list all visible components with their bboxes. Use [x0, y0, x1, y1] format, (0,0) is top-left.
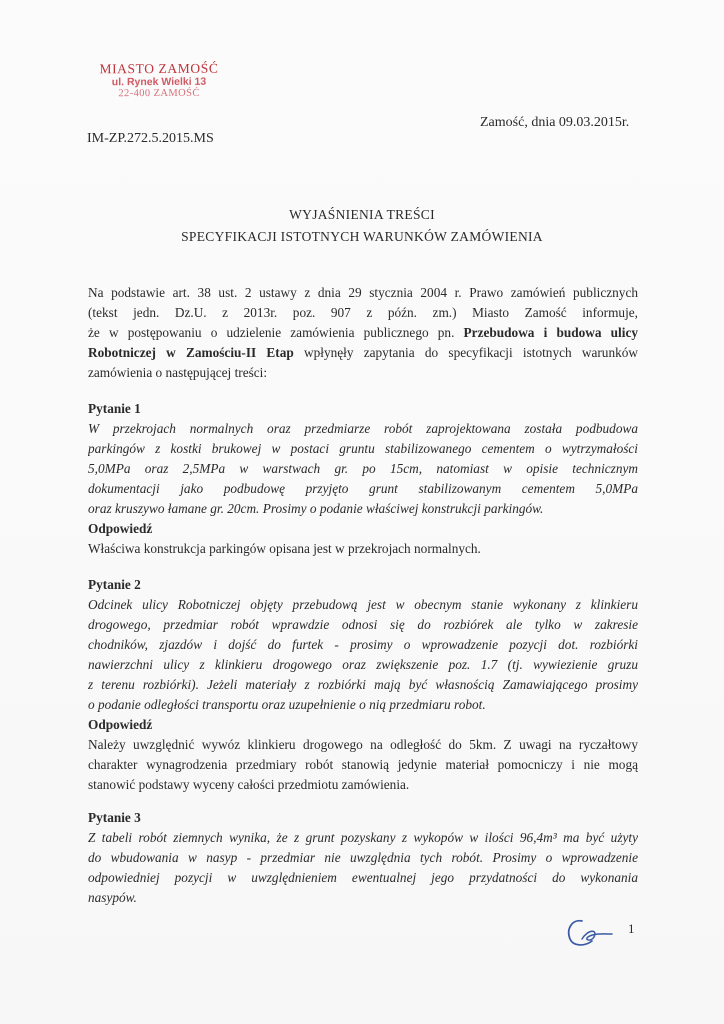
- page-number: 1: [628, 921, 635, 936]
- intro-line: (tekst jedn. Dz.U. z 2013r. poz. 907 z późn. zm.) Miasto Zamość informuje,: [88, 305, 638, 320]
- stamp-postal: 22-400 ZAMOŚĆ: [118, 88, 200, 100]
- intro-line: [88, 343, 638, 363]
- question-line: W przekrojach normalnych oraz przedmiarze robót zaprojektowana została podbudowa: [88, 421, 638, 436]
- title-line-1: WYJAŚNIENIA TREŚCI: [289, 207, 435, 222]
- question-line: odpowiedniej pozycji w uwzględnieniem ewentualnej jego przydatności do wykonania: [88, 870, 638, 885]
- question-line: nawierzchni ulicy z klinkieru drogowego oraz zwiększenie poz. 1.7 (tj. wywiezienie gruzu: [88, 657, 638, 672]
- question-line: do wbudowania w nasyp - przedmiar nie uwzględnia tych robót. Prosimy o wprowadzenie: [88, 850, 638, 865]
- answer-text: [88, 539, 638, 559]
- reference-number: IM-ZP.272.5.2015.MS: [87, 131, 214, 146]
- answer-line: Należy uwzględnić wywóz klinkieru drogowego na odległość do 5km. Z uwagi na ryczałtowy: [88, 737, 638, 752]
- answer-heading: Odpowiedź: [88, 717, 153, 732]
- question-block: [88, 399, 638, 559]
- project-name: Przebudowa i budowa ulicy: [463, 325, 638, 340]
- intro-text: wpłynęły zapytania do specyfikacji istotnych warunków: [304, 345, 638, 360]
- question-block: [88, 808, 638, 908]
- question-line: z terenu rozbiórki). Jeżeli materiały z rozbiórki mają być własnością Zamawiającego prosimy: [88, 677, 638, 692]
- answer-heading: Odpowiedź: [88, 521, 153, 536]
- document-body: [88, 283, 638, 908]
- question-line: 5,0MPa oraz 2,5MPa w warstwach gr. po 15cm, natomiast w opisie technicznym: [88, 461, 638, 476]
- title-line-2: SPECYFIKACJI ISTOTNYCH WARUNKÓW ZAMÓWIENIA: [181, 229, 543, 244]
- office-stamp: [84, 62, 234, 101]
- question-text: [88, 595, 638, 715]
- question-line: Z tabeli robót ziemnych wynika, że z grunt pozyskany z wykopów w ilości 96,4m³ ma być użyty: [88, 830, 638, 845]
- intro-line: zamówienia o następującej treści:: [88, 365, 268, 380]
- question-heading: Pytanie 2: [88, 577, 141, 592]
- question-line: o podanie odległości transportu oraz uzupełnienie o nią przedmiaru robot.: [88, 697, 486, 712]
- signature-initials: [564, 915, 614, 951]
- question-line: Odcinek ulicy Robotniczej objęty przebudową jest w obecnym stanie wykonany z klinkieru: [88, 597, 638, 612]
- stamp-street: ul. Rynek Wielki 13: [111, 75, 207, 89]
- stamp-city: MIASTO ZAMOŚĆ: [99, 60, 219, 77]
- question-line: parkingów z kostki brukowej w postaci gruntu stabilizowanego cementem o wytrzymałości: [88, 441, 638, 456]
- answer-line: Właściwa konstrukcja parkingów opisana jest w przekrojach normalnych.: [88, 541, 481, 556]
- document-title: [0, 204, 724, 248]
- question-text: [88, 419, 638, 519]
- question-heading: Pytanie 3: [88, 810, 141, 825]
- intro-line: [88, 323, 638, 343]
- intro-paragraph: [88, 283, 638, 383]
- question-line: oraz kruszywo łamane gr. 20cm. Prosimy o podanie właściwej konstrukcji parkingów.: [88, 501, 544, 516]
- question-heading: Pytanie 1: [88, 401, 141, 416]
- question-line: chodników, zjazdów i dojść do furtek - prosimy o wprowadzenie pozycji dot. rozbiórki: [88, 637, 638, 652]
- answer-line: stanowić podstawy wyceny całości przedmiotu zamówienia.: [88, 777, 410, 792]
- question-line: drogowego, przedmiar robót wprawdzie odnosi się do rozbiórek ale tylko w zakresie: [88, 617, 638, 632]
- intro-text: że w postępowaniu o udzielenie zamówienia publicznego pn.: [88, 325, 455, 340]
- question-block: [88, 575, 638, 795]
- intro-line: Na podstawie art. 38 ust. 2 ustawy z dnia 29 stycznia 2004 r. Prawo zamówień publicznych: [88, 285, 638, 300]
- date-line: Zamość, dnia 09.03.2015r.: [480, 115, 630, 130]
- question-line: dokumentacji jako podbudowę przyjęto grunt stabilizowanym cementem 5,0MPa: [88, 481, 638, 496]
- question-text: [88, 828, 638, 908]
- answer-text: [88, 735, 638, 795]
- question-line: nasypów.: [88, 890, 137, 905]
- answer-line: charakter wynagrodzenia przedmiary robót stanowią jedynie materiał pomocniczy i nie mogą: [88, 757, 638, 772]
- project-name: Robotniczej w Zamościu-II Etap: [88, 345, 294, 360]
